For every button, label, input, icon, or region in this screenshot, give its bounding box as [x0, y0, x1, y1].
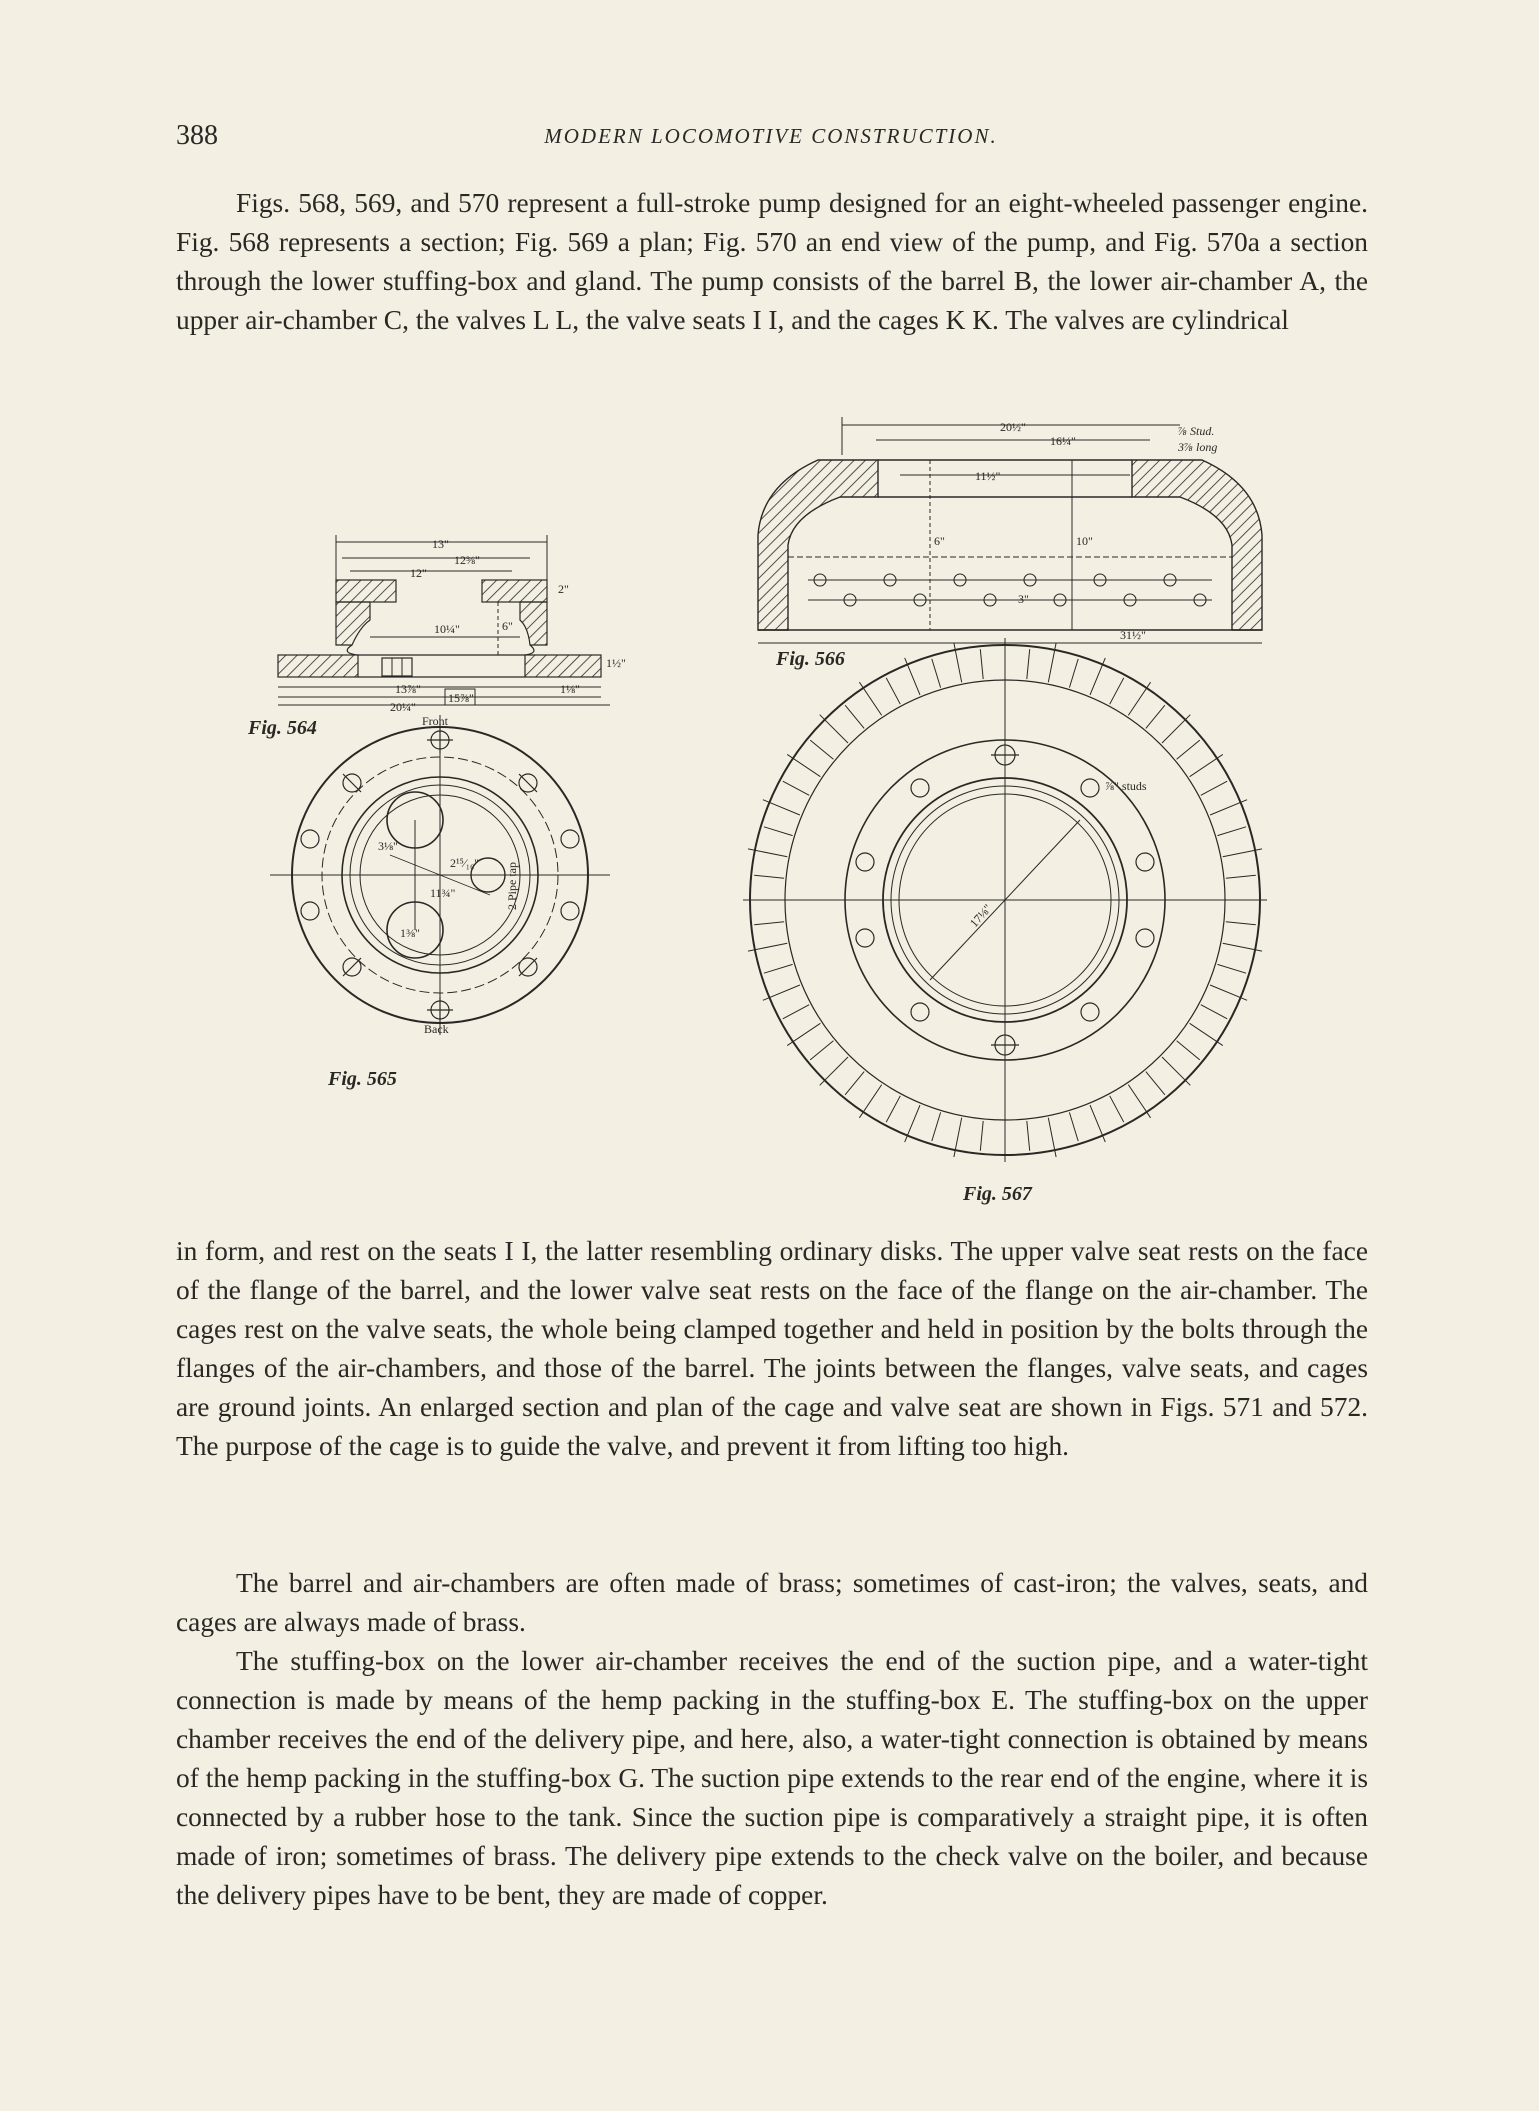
- tick-mark: [1201, 781, 1227, 795]
- fig566-stud-length: 3⅞ long: [1178, 440, 1218, 454]
- running-title: MODERN LOCOMOTIVE CONSTRUCTION.: [544, 124, 998, 148]
- tick-mark: [1069, 1112, 1078, 1141]
- tick-mark: [783, 1005, 809, 1019]
- fig-565-drawing: [270, 714, 610, 1090]
- tick-mark: [764, 964, 793, 973]
- tick-mark: [980, 1121, 983, 1151]
- fig566-stud-note: ⅞ Stud.: [1178, 424, 1215, 438]
- tick-mark: [845, 705, 864, 728]
- fig566-dim-10: 10": [1076, 534, 1093, 548]
- fig564-dim-1-1-8: 1⅛": [560, 682, 580, 696]
- tick-mark: [1177, 1041, 1200, 1060]
- fig-566-drawing: [758, 417, 1262, 670]
- fig566-dim-20-1-2: 20½": [1000, 420, 1026, 434]
- paragraph-valves: in form, and rest on the seats I I, the latter resembling ordinary disks. The upper valve seat rests on the face of the flange of the barrel, and the lower valve seat rests on the face of the flange on the air-chamber. The cages rest on the valve seats, the whole being clamped together and held in position by the bolts through the flanges of the air-chambers, and those of the barrel. The joints between the flanges, valve seats, and cages are ground joints. An enlarged section and plan of the cage and valve seat are shown in Figs. 571 and 572. The purpose of the cage is to guide the valve, and prevent it from lifting too high.: [176, 1236, 1368, 1461]
- page-number: 388: [176, 120, 218, 151]
- page-header: [176, 120, 1366, 160]
- tick-mark: [1069, 659, 1078, 688]
- fig564-dim-20-1-4: 20¼": [390, 700, 416, 714]
- fig566-dim-16-1-4: 16¼": [1050, 434, 1076, 448]
- fig567-caption: Fig. 567: [963, 1183, 1032, 1205]
- tick-mark: [1226, 922, 1256, 925]
- tick-mark: [1027, 649, 1030, 679]
- fig564-dim-13-7-8: 13⅞": [395, 682, 421, 696]
- fig564-dim-6: 6": [502, 619, 513, 633]
- tick-mark: [820, 1057, 848, 1085]
- fig565-label-front: Front: [422, 714, 449, 728]
- fig565-dim-1-3-8: 1⅜": [400, 926, 420, 940]
- fig-567-drawing: [743, 638, 1267, 1205]
- fig564-dim-12: 12": [410, 566, 427, 580]
- fig564-dim-2: 2": [558, 582, 569, 596]
- fig566-caption: Fig. 566: [776, 648, 845, 670]
- tick-mark: [980, 649, 983, 679]
- fig565-dim-11-3-4: 11¾": [430, 886, 456, 900]
- tick-mark: [886, 1096, 900, 1122]
- tick-mark: [845, 1072, 864, 1095]
- fig566-dim-31-1-2: 31½": [1120, 628, 1146, 642]
- tick-mark: [1162, 715, 1190, 743]
- fig567-studs-note: ⅞" studs: [1105, 779, 1147, 793]
- fig565-label-pipe-tap: 2 Pipe tap: [505, 862, 519, 910]
- pump-drawings: [230, 405, 1340, 1215]
- tick-mark: [820, 715, 848, 743]
- tick-mark: [810, 1041, 833, 1060]
- tick-mark: [1027, 1121, 1030, 1151]
- tick-mark: [1201, 1005, 1227, 1019]
- figures-plate: [230, 405, 1340, 1215]
- tick-mark: [754, 922, 784, 925]
- tick-mark: [1146, 1072, 1165, 1095]
- tick-mark: [932, 1112, 941, 1141]
- tick-mark: [1110, 678, 1124, 704]
- fig565-caption: Fig. 565: [328, 1068, 397, 1090]
- fig566-dim-3: 3": [1018, 592, 1029, 606]
- tick-mark: [1226, 875, 1256, 878]
- fig567-dim-17-1-8: 17⅛": [966, 901, 995, 931]
- tick-mark: [810, 740, 833, 759]
- fig564-dim-12-3-8: 12⅜": [454, 553, 480, 567]
- tick-mark: [1177, 740, 1200, 759]
- tick-mark: [783, 781, 809, 795]
- tick-mark: [1146, 705, 1165, 728]
- tick-mark: [1162, 1057, 1190, 1085]
- fig565-dim-2-15-16: 2¹⁵⁄₁₆": [450, 856, 480, 870]
- paragraph-stuffing-box: The stuffing-box on the lower air-chamber receives the end of the suction pipe, and a water-tight connection is made by means of the hemp packing in the stuffing-box E. The stuffing-box on the upper chamber receives the end of the delivery pipe, and here, also, a water-tight connection is obtained by means of the hemp packing in the stuffing-box G. The suction pipe extends to the rear end of the engine, where it is connected by a rubber hose to the tank. Since the suction pipe is comparatively a straight pipe, it is often made of iron; sometimes of brass. The delivery pipe extends to the check valve on the boiler, and because the delivery pipes have to be bent, they are made of copper.: [176, 1646, 1368, 1910]
- tick-mark: [1217, 964, 1246, 973]
- fig564-caption: Fig. 564: [248, 717, 317, 739]
- fig-564-drawing: [247, 535, 626, 739]
- tick-mark: [932, 659, 941, 688]
- tick-mark: [754, 875, 784, 878]
- tick-mark: [886, 678, 900, 704]
- fig564-dim-15-7-8: 15⅞": [448, 691, 474, 705]
- tick-mark: [764, 827, 793, 836]
- tick-mark: [1110, 1096, 1124, 1122]
- fig564-dim-13: 13": [432, 537, 449, 551]
- paragraph-pump-description: Figs. 568, 569, and 570 represent a full-stroke pump designed for an eight-wheeled passenger engine. Fig. 568 represents a section; Fig. 569 a plan; Fig. 570 an end view of the pump, and Fig. 570a a section through the lower stuffing-box and gland. The pump consists of the barrel B, the lower air-chamber A, the upper air-chamber C, the valves L L, the valve seats I I, and the cages K K. The valves are cylindrical: [176, 188, 1368, 335]
- paragraph-materials: The barrel and air-chambers are often made of brass; sometimes of cast-iron; the valves, seats, and cages are always made of brass.: [176, 1568, 1368, 1637]
- fig564-dim-10-1-4: 10¼": [434, 622, 460, 636]
- fig564-dim-1-1-2: 1½": [606, 656, 626, 670]
- fig565-dim-3-1-8: 3⅛": [378, 839, 398, 853]
- fig566-dim-6: 6": [934, 534, 945, 548]
- tick-mark: [1217, 827, 1246, 836]
- fig565-label-back: Back: [424, 1022, 449, 1036]
- fig566-dim-11-1-2: 11½": [975, 469, 1001, 483]
